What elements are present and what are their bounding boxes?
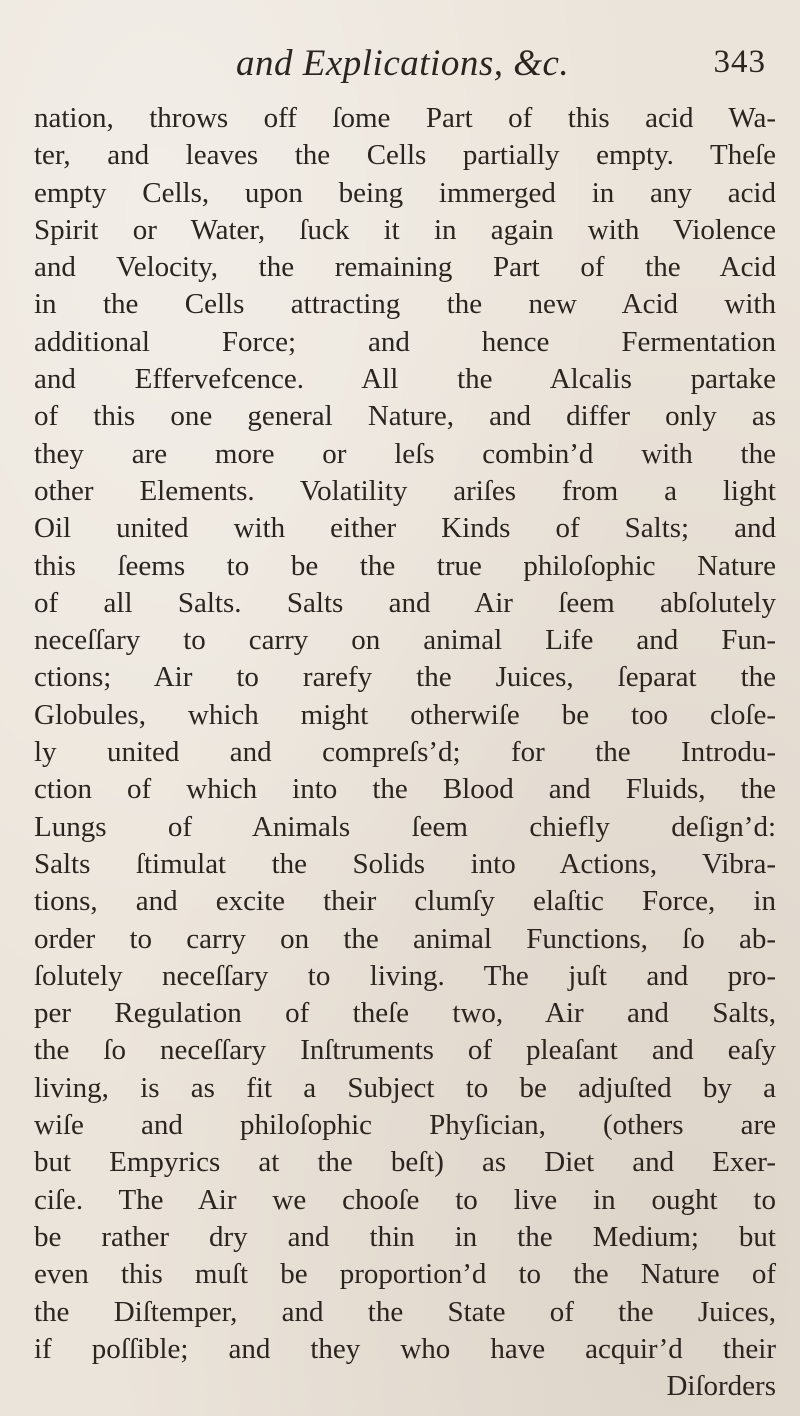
text-line: ctions; Air to rarefy the Juices, ſeparat the xyxy=(34,661,776,694)
text-line: the ſo neceſſary Inſtruments of pleaſant and eaſy xyxy=(34,1034,776,1067)
text-line: the Diſtemper, and the State of the Juices, xyxy=(34,1295,776,1328)
text-line: other Elements. Volatility ariſes from a light xyxy=(34,474,776,507)
text-line: Lungs of Animals ſeem chiefly deſign’d: xyxy=(34,810,776,843)
text-line: Globules, which might otherwiſe be too cloſe- xyxy=(34,698,776,731)
text-line: but Empyrics at the beſt) as Diet and Exer- xyxy=(34,1146,776,1179)
page-number: 343 xyxy=(713,44,766,80)
text-line: this ſeems to be the true philoſophic Nature xyxy=(34,549,776,582)
catchword: Diſorders xyxy=(666,1370,776,1403)
text-line: Salts ſtimulat the Solids into Actions, Vibra- xyxy=(34,847,776,880)
text-line: nation, throws off ſome Part of this acid Wa- xyxy=(34,102,776,134)
text-line: wiſe and philoſophic Phyſician, (others are xyxy=(34,1109,776,1142)
text-line: neceſſary to carry on animal Life and Fun- xyxy=(34,624,776,657)
text-line: be rather dry and thin in the Medium; but xyxy=(34,1220,776,1253)
text-line: and Velocity, the remaining Part of the Acid xyxy=(34,251,776,284)
text-line: Oil united with either Kinds of Salts; and xyxy=(34,512,776,545)
text-line: and Effervefcence. All the Alcalis partake xyxy=(34,363,776,396)
text-line: of all Salts. Salts and Air ſeem abſolutely xyxy=(34,586,776,619)
text-line: order to carry on the animal Functions, ſo ab- xyxy=(34,922,776,955)
text-line: living, is as fit a Subject to be adjuſted by a xyxy=(34,1071,776,1104)
running-head-title: and Explications, &c. xyxy=(236,43,570,84)
text-line: in the Cells attracting the new Acid with xyxy=(34,288,776,321)
text-line: tions, and excite their clumſy elaſtic Force, in xyxy=(34,885,776,918)
text-line: ciſe. The Air we chooſe to live in ought to xyxy=(34,1183,776,1216)
text-line: ction of which into the Blood and Fluids, the xyxy=(34,773,776,806)
text-line: additional Force; and hence Fermentation xyxy=(34,325,776,358)
text-line: Spirit or Water, ſuck it in again with Violence xyxy=(34,213,776,246)
text-line: even this muſt be proportion’d to the Nature of xyxy=(34,1258,776,1291)
text-line: ly united and compreſs’d; for the Introdu- xyxy=(34,736,776,769)
text-line: of this one general Nature, and differ only as xyxy=(34,400,776,433)
body-text xyxy=(34,100,776,1405)
text-line: ſolutely neceſſary to living. The juſt and pro- xyxy=(34,959,776,992)
text-line: empty Cells, upon being immerged in any acid xyxy=(34,176,776,209)
text-line: they are more or leſs combin’d with the xyxy=(34,437,776,470)
running-head xyxy=(0,42,800,92)
text-line: per Regulation of theſe two, Air and Salts, xyxy=(34,997,776,1030)
text-line: ter, and leaves the Cells partially empty. Theſe xyxy=(34,139,776,172)
text-line: if poſſible; and they who have acquir’d their xyxy=(34,1332,776,1365)
